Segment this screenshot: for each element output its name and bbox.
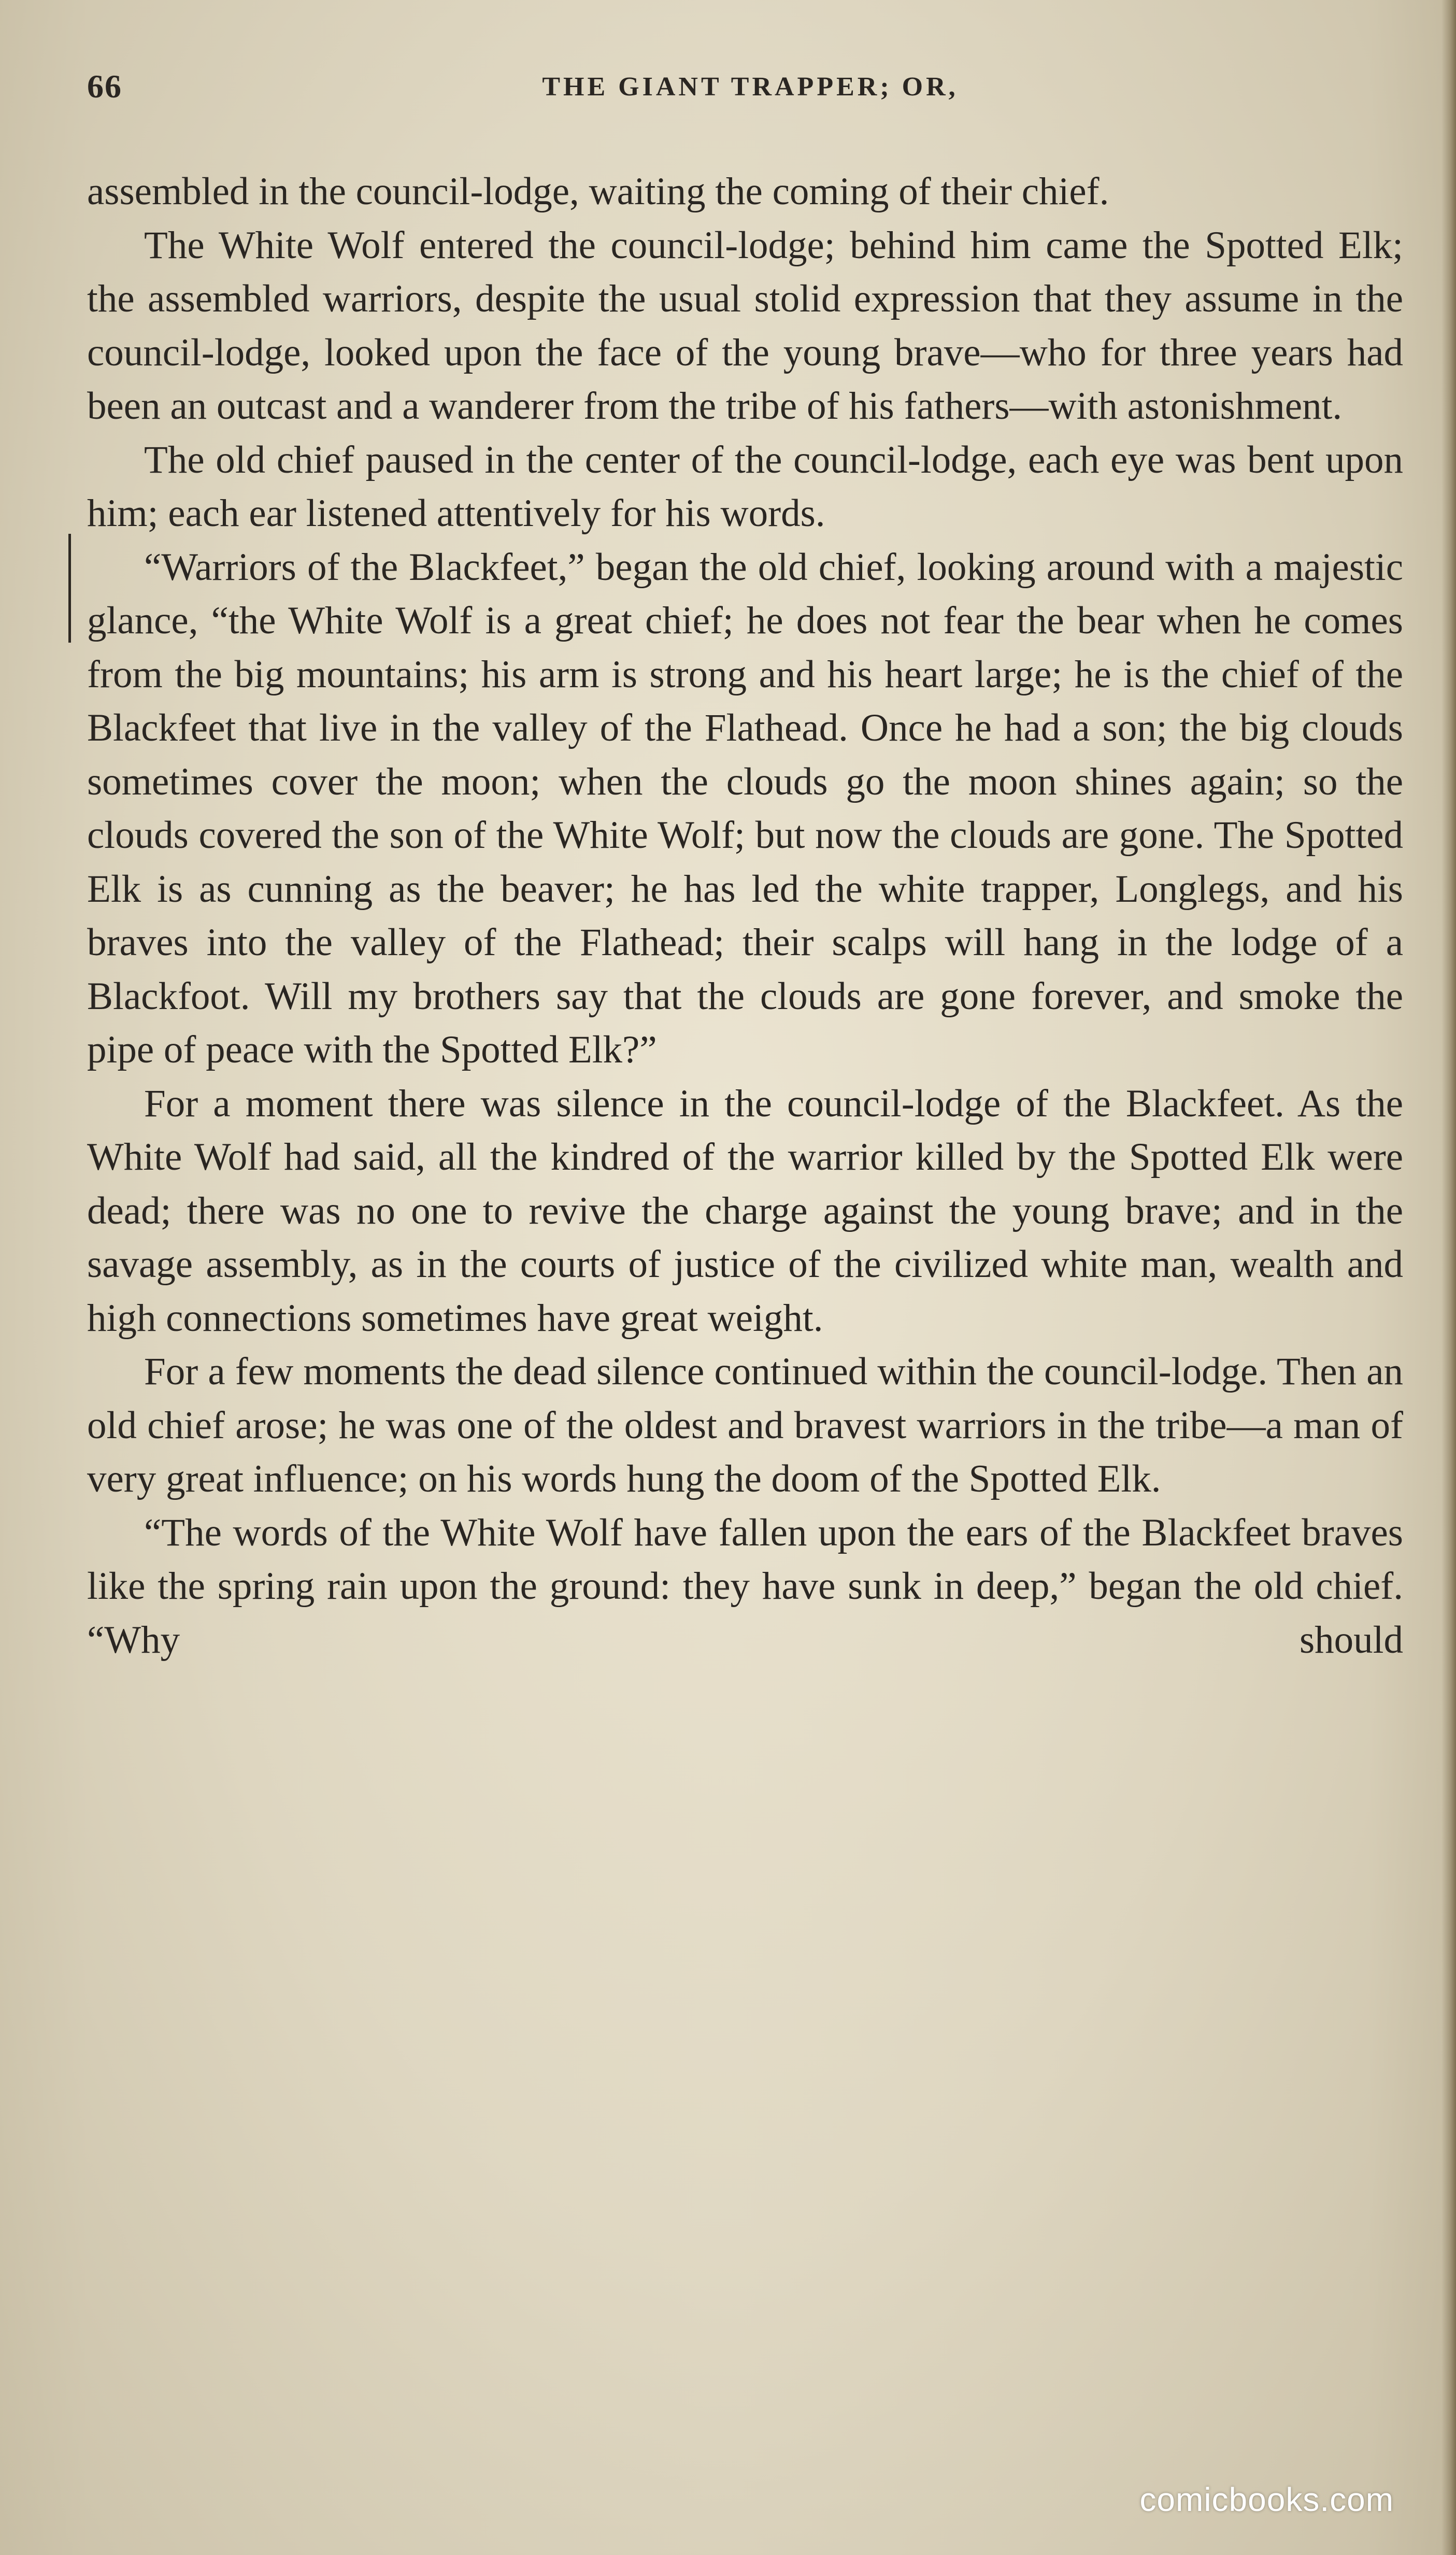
running-title: THE GIANT TRAPPER; OR, (542, 72, 959, 102)
paragraph: The old chief paused in the center of the council-lodge, each eye was bent upon him; each ear listened attentively for his words. (87, 438, 1403, 535)
paragraph: For a moment there was silence in the council-lodge of the Blackfeet. As the White Wolf had said, all the kindred of the warrior killed by the Spotted Elk were dead; there was no one to revive the charge against the young brave; and in the savage assembly, as in the courts of justice of the civilized white man, wealth and high connections sometimes have great weight. (87, 1082, 1403, 1340)
paragraph: The White Wolf entered the council-lodge; behind him came the Spotted Elk; the assembled warriors, despite the usual stolid expression that they assume in the council-lodge, looked upon the face of the young brave—who for three years had been an outcast and a wanderer from the tribe of his fathers—with astonishment. (87, 223, 1403, 428)
paragraph: “Warriors of the Blackfeet,” began the old chief, looking around with a majestic glance, “the White Wolf is a great chief; he does not fear the bear when he comes from the big mountains; his arm is strong and his heart large; he is the chief of the Blackfeet that live in the valley of the Flathead. Once he had a son; the big clouds sometimes cover the moon; when the clouds go the moon shines again; so the clouds covered the son of the White Wolf; but now the clouds are gone. The Spotted Elk is as cunning as the beaver; he has led the white trapper, Longlegs, and his braves into the valley of the Flathead; their scalps will hang in the lodge of a Blackfoot. Will my brothers say that the clouds are gone forever, and smoke the pipe of peace with the Spotted Elk?” (87, 545, 1403, 1071)
running-head (87, 67, 1414, 114)
page-edge (1441, 0, 1456, 2555)
page-number: 66 (87, 68, 122, 105)
paragraph: For a few moments the dead silence continued within the council-lodge. Then an old chief arose; he was one of the oldest and bravest warriors in the tribe—a man of very great influence; on his words hung the doom of the Spotted Elk. (87, 1350, 1403, 1500)
watermark: comicbooks.com (1139, 2481, 1394, 2518)
body-text (87, 165, 1403, 1667)
paragraph: “The words of the White Wolf have fallen upon the ears of the Blackfeet braves like the spring rain upon the ground: they have sunk in deep,” began the old chief. “Why should (87, 1511, 1403, 1662)
margin-rule (68, 534, 71, 643)
paragraph: assembled in the council-lodge, waiting the coming of their chief. (87, 170, 1109, 213)
